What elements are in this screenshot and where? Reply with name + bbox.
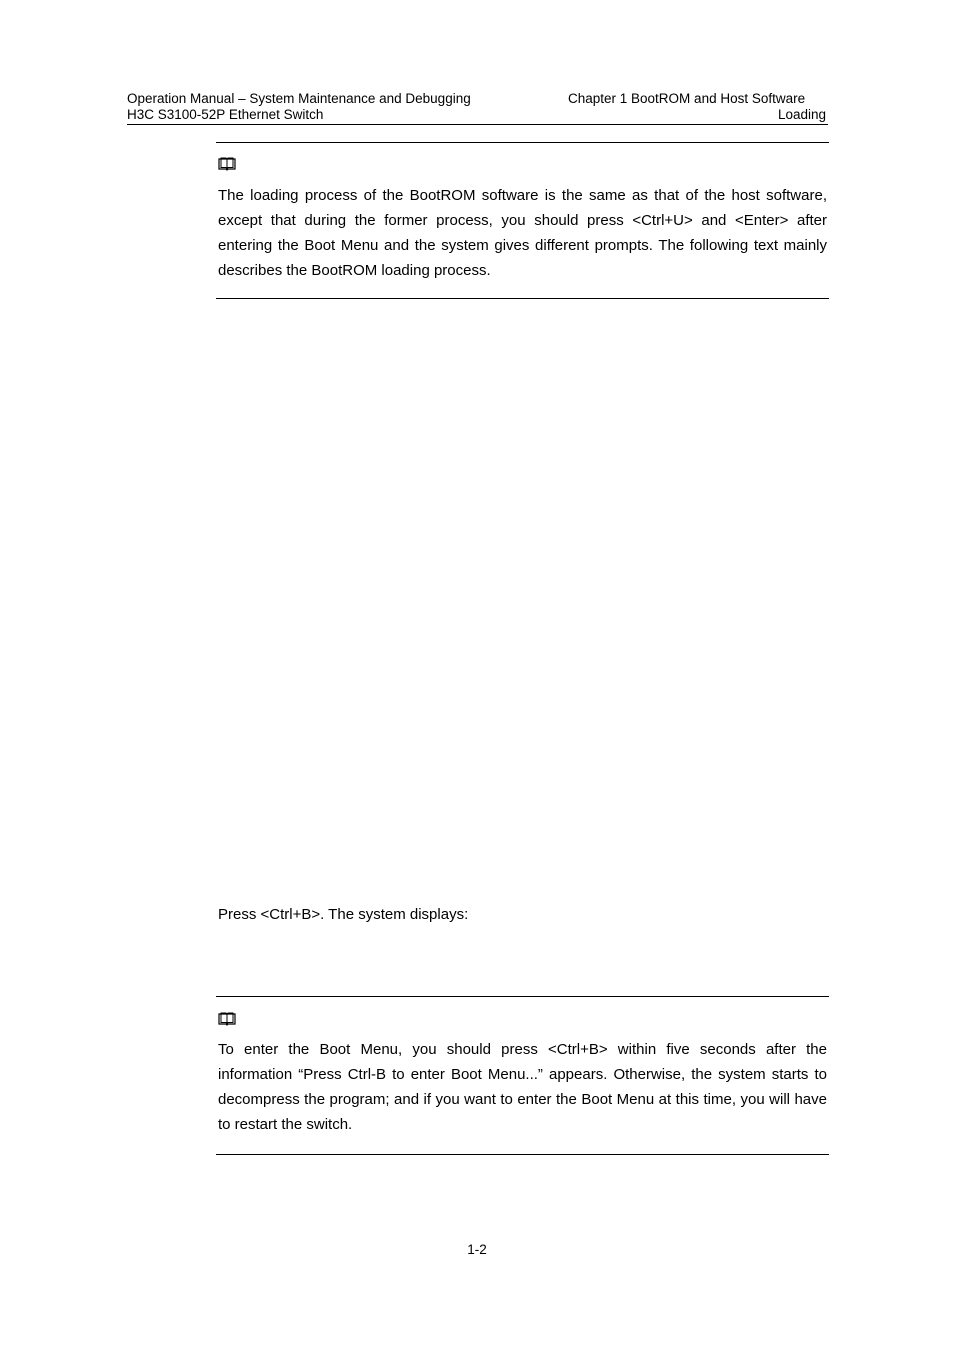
note-bottom-rule xyxy=(216,1154,829,1155)
manual-title: Operation Manual – System Maintenance and Debugging xyxy=(127,91,471,106)
running-header-left xyxy=(127,91,471,123)
note-text: The loading process of the BootROM software is the same as that of the host software, except that during the former process, you should press <Ctrl+U> and <Enter> after entering the Boot Menu and the system gives different prompts. The following text mainly describes the BootROM loading process. xyxy=(218,187,827,279)
book-icon xyxy=(218,1012,236,1026)
chapter-title-continued: Loading xyxy=(777,107,826,122)
note-text: To enter the Boot Menu, you should press <Ctrl+B> within five seconds after the information “Press Ctrl-B to enter Boot Menu...” appears. Otherwise, the system starts to decompress the program; and if you want to enter the Boot Menu at this time, you will have to restart the switch. xyxy=(218,1041,827,1133)
note-top-rule xyxy=(216,996,829,997)
instruction-text: Press <Ctrl+B>. The system displays: xyxy=(218,906,469,923)
chapter-title: Chapter 1 BootROM and Host Software xyxy=(568,91,806,106)
book-icon xyxy=(218,157,236,171)
note-bottom-rule xyxy=(216,298,829,299)
header-divider xyxy=(127,124,828,125)
page-number: 1-2 xyxy=(467,1242,487,1257)
running-header-right xyxy=(560,91,826,123)
product-name: H3C S3100-52P Ethernet Switch xyxy=(127,107,324,122)
note-top-rule xyxy=(216,142,829,143)
